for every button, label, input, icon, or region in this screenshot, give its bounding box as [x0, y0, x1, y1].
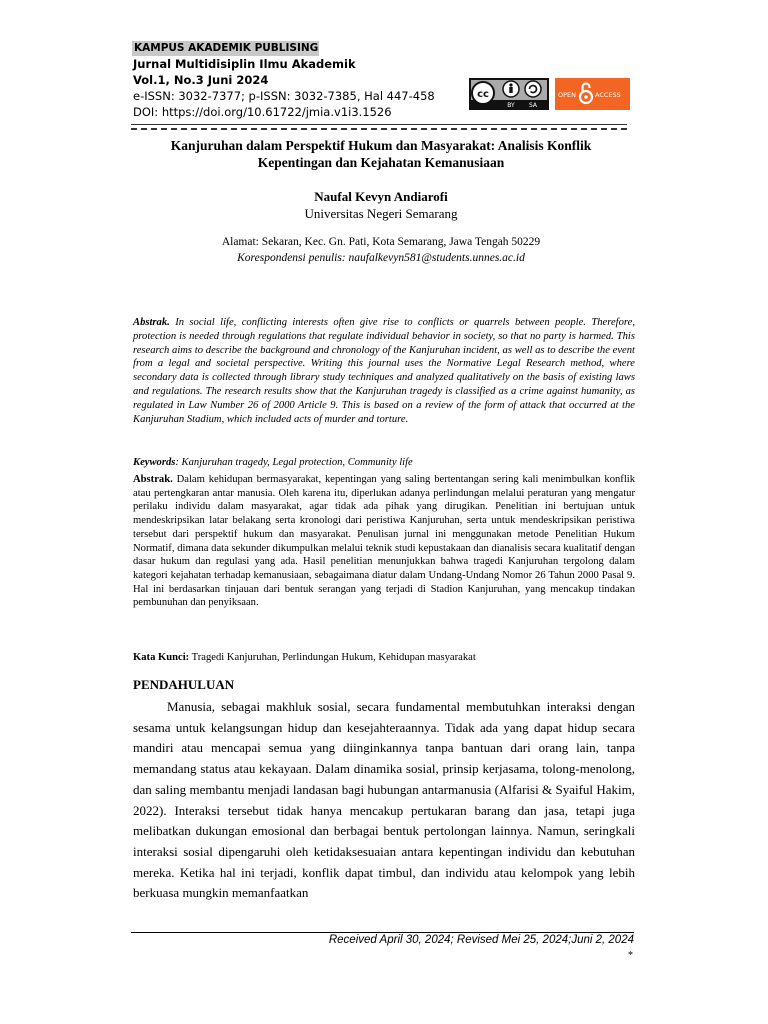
open-access-icon — [555, 78, 630, 110]
header-divider — [131, 124, 627, 125]
abstract-indonesian — [133, 473, 635, 610]
keywords-english-label: Keywords — [133, 457, 176, 468]
author-address: Alamat: Sekaran, Kec. Gn. Pati, Kota Semarang, Jawa Tengah 50229 — [221, 236, 541, 248]
journal-name: Jurnal Multidisiplin Ilmu Akademik — [133, 57, 356, 71]
section-body: Manusia, sebagai makhluk sosial, secara fundamental membutuhkan interaksi dengan sesama untuk kelangsungan hidup dan kesejahteraannya. Tidak ada yang dapat hidup secara mandiri atau mencapai semua yang diinginkannya tanpa bantuan dari orang lain, tanpa memandang status atau kekayaan. Dalam dinamika sosial, prinsip kerjasama, tolong-menolong, dan saling membantu menjadi landasan bagi hubungan antarmanusia (Alfarisi & Syaiful Hakim, 2022). Interaksi tersebut tidak hanya mencakup pertukaran barang dan jasa, tetapi juga melibatkan dukungan emosional dan berbagai bentuk pertolongan lainnya. Namun, seringkali interaksi sosial dipengaruhi oleh ketidaksesuaian antara kepentingan individu dan kebutuhan mereka. Ketika hal ini terjadi, konflik dapat timbul, dan individu atau kelompok yang lebih berkuasa mungkin memanfaatkan — [133, 699, 635, 901]
footer-divider — [131, 932, 634, 933]
publisher-name: KAMPUS AKADEMIK PUBLISING — [134, 42, 319, 54]
header-dashed-divider — [131, 128, 627, 130]
abstract-indonesian-text: Dalam kehidupan bermasyarakat, kepentingan yang saling bertentangan sering kali menimbulkan konflik atau pertengkaran antar manusia. Oleh karena itu, diperlukan adanya perlindungan melalui peraturan yang mengatur perilaku individu dalam masyarakat, agar tidak ada pihak yang dirugikan. Penelitian ini bertujuan untuk mendeskripsikan latar belakang serta kronologi dari peristiwa Kanjuruhan, serta untuk mendeskripsikan peristiwa tersebut dari perspektif hukum dan masyarakat. Penulisan jurnal ini menggunakan metode Penelitian Hukum Normatif, dimana data sekunder dikumpulkan melalui teknik studi kepustakaan dan dianalisis secara kualitatif dengan dasar hukum dan regulasi yang ada. Hasil penelitian menunjukkan bahwa tragedi Kanjuruhan tergolong dalam kategori kejahatan terhadap kemanusiaan, sebagaimana diatur dalam Undang-Undang Nomor 26 Tahun 2000 Pasal 9. Hal ini berdasarkan tinjauan dari bentuk serangan yang terjadi di Stadion Kanjuruhan, yang mencakup tindakan pembunuhan dan penyiksaan. — [133, 474, 635, 609]
svg-text:BY: BY — [507, 102, 515, 109]
creative-commons-by-sa-icon — [469, 78, 549, 110]
author-name: Naufal Kevyn Andiarofi — [314, 189, 448, 204]
received-dates: Received April 30, 2024; Revised Mei 25, 2024;Juni 2, 2024 — [328, 934, 634, 946]
keywords-indonesian-text: Tragedi Kanjuruhan, Perlindungan Hukum, Kehidupan masyarakat — [189, 652, 476, 663]
issn-info: e-ISSN: 3032-7377; p-ISSN: 3032-7385, Hal 447-458 — [133, 89, 435, 103]
abstract-indonesian-label: Abstrak. — [133, 474, 173, 485]
keywords-indonesian-label: Kata Kunci: — [133, 652, 190, 663]
svg-text:SA: SA — [528, 102, 538, 109]
abstract-english-text: In social life, conflicting interests often give rise to conflicts or quarrels between people. Therefore, protection is needed through regulations that regulate individual behavior in society, so that no party is harmed. This research aims to describe the background and chronology of the Kanjuruhan incident, as well as to describe the event from a legal and societal perspective. Writing this journal uses the Normative Legal Research method, where secondary data is collected through library study techniques and analyzed qualitatively on the basis of existing laws and regulations. The research results show that the Kanjuruhan tragedy is classified as a crime against humanity, as regulated in Law Number 26 of 2000 Article 9. This is based on a review of the form of attack that occurred at the Kanjuruhan Stadium, which included acts of murder and torture. — [133, 317, 635, 425]
svg-text:ACCESS: ACCESS — [595, 91, 621, 99]
abstract-english-label: Abstrak. — [133, 317, 170, 328]
volume-info: Vol.1, No.3 Juni 2024 — [133, 73, 269, 87]
correspondence-email: Korespondensi penulis: naufalkevyn581@students.unnes.ac.id — [237, 252, 525, 264]
keywords-english-text: : Kanjuruhan tragedy, Legal protection, Community life — [175, 457, 413, 468]
footnote-asterisk: * — [628, 950, 633, 961]
abstract-english — [133, 316, 635, 426]
svg-text:cc: cc — [477, 89, 489, 100]
keywords-indonesian — [133, 652, 635, 663]
keywords-english — [133, 456, 635, 469]
paper-title: Kanjuruhan dalam Perspektif Hukum dan Masyarakat: Analisis Konflik Kepentingan dan Kejahatan Kemanusiaan — [170, 138, 592, 170]
section-heading: PENDAHULUAN — [133, 677, 235, 692]
doi-link[interactable]: DOI: https://doi.org/10.61722/jmia.v1i3.1526 — [133, 105, 392, 119]
author-affiliation: Universitas Negeri Semarang — [304, 206, 458, 221]
svg-text:OPEN: OPEN — [558, 91, 577, 99]
